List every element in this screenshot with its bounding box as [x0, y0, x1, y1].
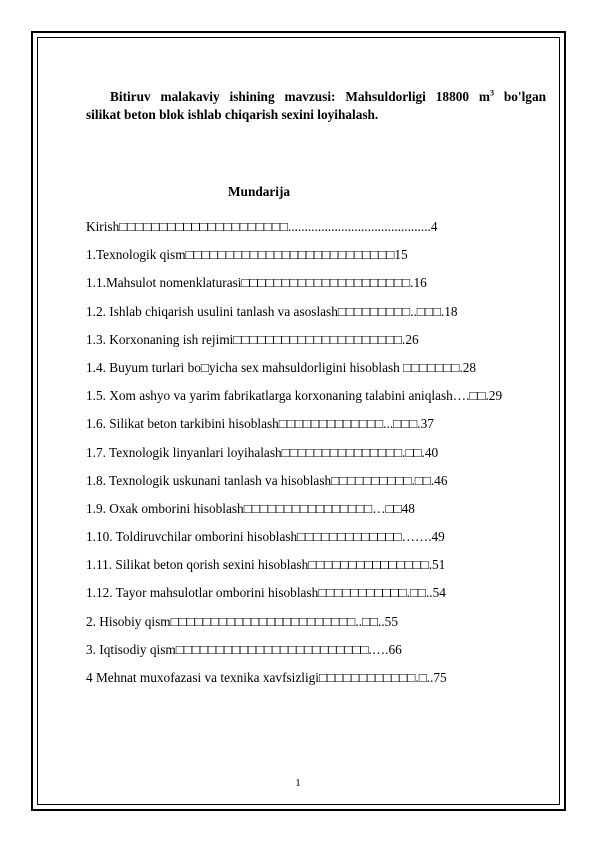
toc-entry[interactable]: 1.5. Xom ashyo va yarim fabrikatlarga korxonaning talabini aniqlash….□□.29	[86, 388, 503, 404]
toc-entry[interactable]: 1.10. Toldiruvchilar omborini hisoblash□□□□□□□□□□□□□…….49	[86, 529, 445, 545]
toc-entry[interactable]: 1.12. Tayor mahsulotlar omborini hisoblash□□□□□□□□□□□.□□..54	[86, 585, 446, 601]
document-title	[86, 88, 546, 124]
toc-entry[interactable]: 1.1.Mahsulot nomenklaturasi□□□□□□□□□□□□□□□□□□□□□.16	[86, 275, 427, 291]
toc-entry[interactable]: 1.9. Oxak omborini hisoblash□□□□□□□□□□□□□□□□…□□48	[86, 500, 415, 516]
toc-entry[interactable]: 4 Mehnat muxofazasi va texnika xavfsizligi□□□□□□□□□□□□.□..75	[86, 670, 447, 685]
toc-entry[interactable]: 1.2. Ishlab chiqarish usulini tanlash va asoslash□□□□□□□□□..□□□.18	[86, 303, 458, 319]
superscript-three: 3	[489, 88, 494, 98]
page-number: 1	[295, 777, 301, 789]
toc-entry[interactable]: 1.8. Texnologik uskunani tanlash va hisoblash□□□□□□□□□□.□□.46	[86, 472, 448, 488]
toc-entry[interactable]: 1.11. Silikat beton qorish sexini hisoblash□□□□□□□□□□□□□□□.51	[86, 557, 446, 573]
toc-entry[interactable]: 1.7. Texnologik linyanlari loyihalash□□□□□□□□□□□□□□□.□□.40	[86, 444, 439, 460]
toc-entry[interactable]: 2. Hisobiy qism□□□□□□□□□□□□□□□□□□□□□□□..□□..55	[86, 613, 398, 629]
table-of-contents	[86, 218, 556, 697]
title-line-1: Bitiruv malakaviy ishining mavzusi: Mahsuldorligi 18800 $m^3$ bo'lgan	[110, 88, 546, 104]
toc-entry[interactable]: 1.6. Silikat beton tarkibini hisoblash□□□□□□□□□□□□□...□□□.37	[86, 416, 434, 432]
toc-entry[interactable]: 1.3. Korxonaning ish rejimi□□□□□□□□□□□□□□□□□□□□□.26	[86, 331, 419, 347]
title-line-2: silikat beton blok ishlab chiqarish sexini loyihalash.	[86, 107, 379, 122]
toc-entry[interactable]: 1.Texnologik qism□□□□□□□□□□□□□□□□□□□□□□□□□□15	[86, 247, 408, 263]
toc-entry[interactable]: 3. Iqtisodiy qism□□□□□□□□□□□□□□□□□□□□□□□□.….66	[86, 641, 402, 657]
toc-entry[interactable]: Kirish□□□□□□□□□□□□□□□□□□□□□...........................................4	[86, 219, 438, 234]
toc-entry[interactable]: 1.4. Buyum turlari bo□yicha sex mahsuldorligini hisoblash □□□□□□□.28	[86, 359, 476, 375]
toc-heading: Mundarija	[228, 184, 291, 199]
